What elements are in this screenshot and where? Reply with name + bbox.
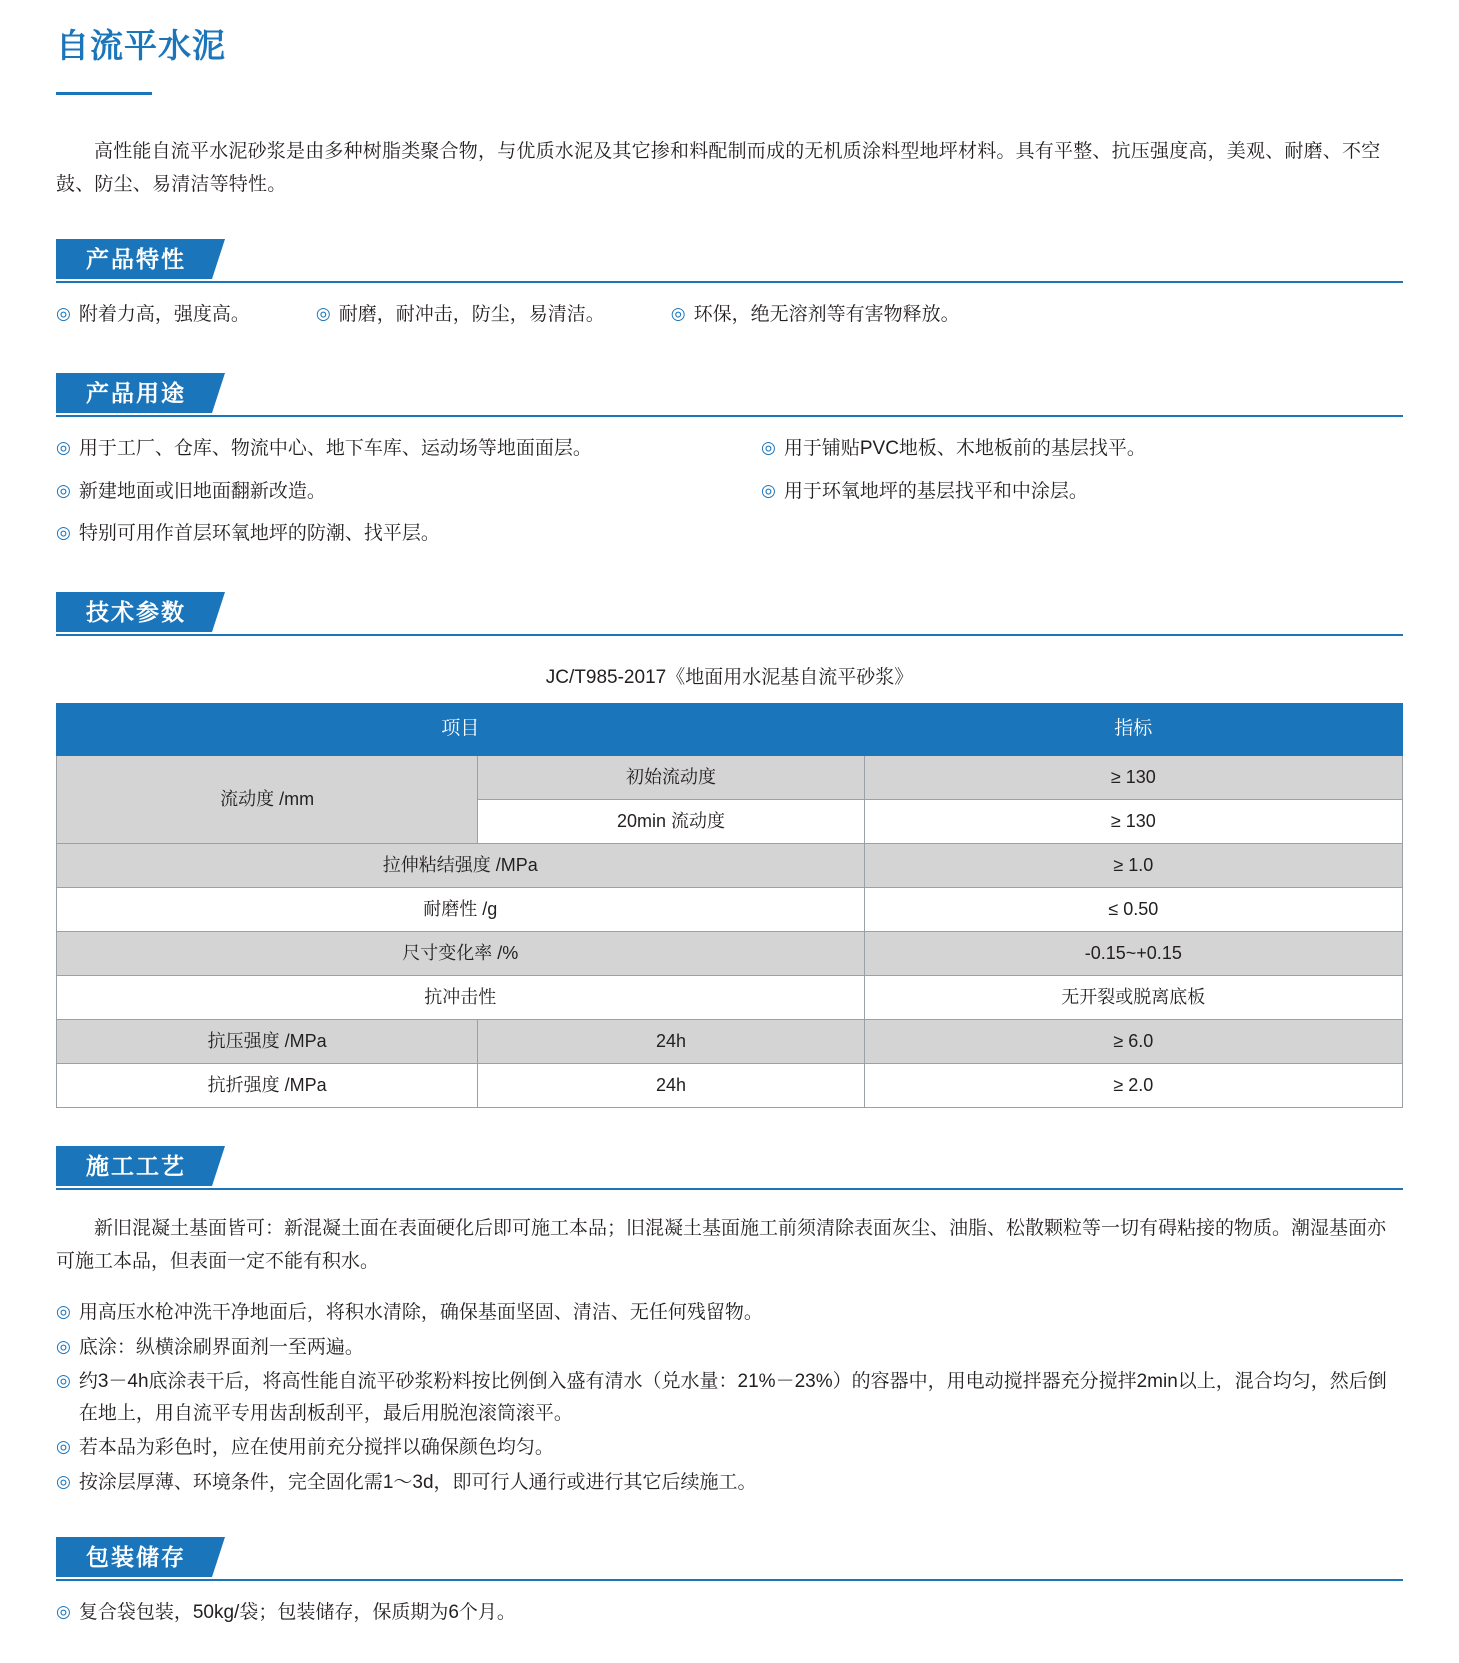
bullet-icon: ◎: [761, 438, 776, 458]
list-item-label: 特别可用作首层环氧地坪的防潮、找平层。: [78, 522, 440, 544]
section-title-process: 施工工艺: [56, 1146, 212, 1186]
cell-sub: 初始流动度: [478, 755, 864, 799]
cell-sub: 24h: [478, 1063, 864, 1107]
bullet-icon: ◎: [761, 480, 776, 500]
list-item: [56, 1467, 1403, 1499]
cell-sub: 20min 流动度: [478, 799, 864, 843]
list-item: [56, 476, 761, 508]
tech-params-table: [56, 703, 1403, 1108]
bullet-icon: ◎: [56, 1437, 71, 1457]
list-item-label: 环保，绝无溶剂等有害物释放。: [693, 304, 960, 326]
bullet-icon: ◎: [56, 522, 71, 542]
list-item: [316, 299, 605, 331]
table-row: [57, 887, 1403, 931]
section-packaging: [56, 1537, 1403, 1629]
section-title-features: 产品特性: [56, 239, 212, 279]
bullet-icon: ◎: [56, 1471, 71, 1491]
list-item-label: 耐磨，耐冲击，防尘，易清洁。: [338, 304, 605, 326]
bullet-icon: ◎: [670, 304, 686, 324]
section-title-tech: 技术参数: [56, 592, 212, 632]
list-item-label: 若本品为彩色时，应在使用前充分搅拌以确保颜色均匀。: [78, 1437, 554, 1459]
bullet-icon: ◎: [56, 480, 71, 500]
list-item: [56, 1297, 1403, 1329]
section-title-packaging: 包装储存: [56, 1537, 212, 1577]
list-item: [761, 433, 1403, 465]
section-process: [56, 1146, 1403, 1499]
features-list: [56, 299, 1403, 335]
section-rule: [56, 415, 1403, 417]
cell-item: 尺寸变化率 /%: [57, 931, 865, 975]
cell-item: 抗压强度 /MPa: [57, 1019, 478, 1063]
column-header-item: 项目: [57, 704, 865, 756]
section-title-usage: 产品用途: [56, 373, 212, 413]
title-underline: [56, 92, 152, 95]
section-usage: [56, 373, 1403, 554]
list-item: [56, 518, 761, 550]
list-item: [56, 299, 250, 331]
list-item: [56, 1597, 1403, 1629]
list-item-label: 用于铺贴PVC地板、木地板前的基层找平。: [783, 438, 1146, 460]
bullet-icon: ◎: [56, 1370, 71, 1390]
cell-value: ≥ 2.0: [864, 1063, 1402, 1107]
table-row: [57, 1019, 1403, 1063]
list-item: [56, 1366, 1403, 1431]
table-row: [57, 931, 1403, 975]
section-tech: [56, 592, 1403, 1108]
list-item: [761, 476, 1403, 508]
bullet-icon: ◎: [56, 1336, 71, 1356]
section-header-tech: [56, 592, 1403, 636]
list-item: [56, 1332, 1403, 1364]
bullet-icon: ◎: [315, 304, 331, 324]
section-header-features: [56, 239, 1403, 283]
section-features: [56, 239, 1403, 335]
intro-paragraph: 高性能自流平水泥砂浆是由多种树脂类聚合物，与优质水泥及其它掺和料配制而成的无机质涂料型地坪材料。具有平整、抗压强度高，美观、耐磨、不空鼓、防尘、易清洁等特性。: [56, 140, 1381, 195]
cell-item: 流动度 /mm: [57, 755, 478, 843]
column-header-index: 指标: [864, 704, 1402, 756]
list-item-label: 按涂层厚薄、环境条件，完全固化需1～3d，即可行人通行或进行其它后续施工。: [78, 1471, 757, 1493]
list-item-label: 用于环氧地坪的基层找平和中涂层。: [783, 480, 1088, 502]
table-row: [57, 1063, 1403, 1107]
table-row: [57, 755, 1403, 799]
list-item: [671, 299, 960, 331]
section-rule: [56, 281, 1403, 283]
section-rule: [56, 1188, 1403, 1190]
list-item-label: 复合袋包装，50kg/袋；包装储存，保质期为6个月。: [78, 1602, 516, 1624]
list-item: [56, 1432, 1403, 1464]
cell-sub: 24h: [478, 1019, 864, 1063]
table-row: [57, 975, 1403, 1019]
cell-value: -0.15~+0.15: [864, 931, 1402, 975]
section-rule: [56, 634, 1403, 636]
cell-value: ≥ 1.0: [864, 843, 1402, 887]
list-item-label: 附着力高，强度高。: [78, 304, 250, 326]
table-row: [57, 843, 1403, 887]
section-header-packaging: [56, 1537, 1403, 1581]
bullet-icon: ◎: [56, 1302, 71, 1322]
table-header-row: [57, 704, 1403, 756]
bullet-icon: ◎: [56, 438, 71, 458]
packaging-list: [56, 1597, 1403, 1629]
cell-item: 抗冲击性: [57, 975, 865, 1019]
cell-value: ≥ 6.0: [864, 1019, 1402, 1063]
list-item-label: 新建地面或旧地面翻新改造。: [78, 480, 326, 502]
cell-value: ≥ 130: [864, 755, 1402, 799]
process-intro-paragraph: 新旧混凝土基面皆可：新混凝土面在表面硬化后即可施工本品；旧混凝土基面施工前须清除表面灰尘、油脂、松散颗粒等一切有碍粘接的物质。潮湿基面亦可施工本品，但表面一定不能有积水。: [56, 1217, 1387, 1273]
process-list: [56, 1297, 1403, 1499]
cell-item: 拉伸粘结强度 /MPa: [57, 843, 865, 887]
list-item: [56, 433, 761, 465]
list-item-label: 约3－4h底涂表干后，将高性能自流平砂浆粉料按比例倒入盛有清水（兑水量：21%－23%）的容器中，用电动搅拌器充分搅拌2min以上，混合均匀，然后倒在地上，用自流平专用齿刮板刮平，最后用脱泡滚筒滚平。: [78, 1370, 1387, 1425]
list-item-label: 用高压水枪冲洗干净地面后，将积水清除，确保基面坚固、清洁、无任何残留物。: [78, 1302, 763, 1324]
cell-value: 无开裂或脱离底板: [864, 975, 1402, 1019]
cell-value: ≤ 0.50: [864, 887, 1402, 931]
section-header-usage: [56, 373, 1403, 417]
list-item-label: 用于工厂、仓库、物流中心、地下车库、运动场等地面面层。: [78, 438, 592, 460]
bullet-icon: ◎: [56, 1602, 71, 1622]
section-rule: [56, 1579, 1403, 1581]
list-item-label: 底涂：纵横涂刷界面剂一至两遍。: [78, 1336, 364, 1358]
page-title: 自流平水泥: [56, 27, 226, 64]
standard-name: JC/T985-2017《地面用水泥基自流平砂浆》: [545, 667, 914, 689]
usage-list: [56, 433, 1403, 554]
cell-value: ≥ 130: [864, 799, 1402, 843]
bullet-icon: ◎: [56, 304, 71, 324]
cell-item: 耐磨性 /g: [57, 887, 865, 931]
section-header-process: [56, 1146, 1403, 1190]
cell-item: 抗折强度 /MPa: [57, 1063, 478, 1107]
